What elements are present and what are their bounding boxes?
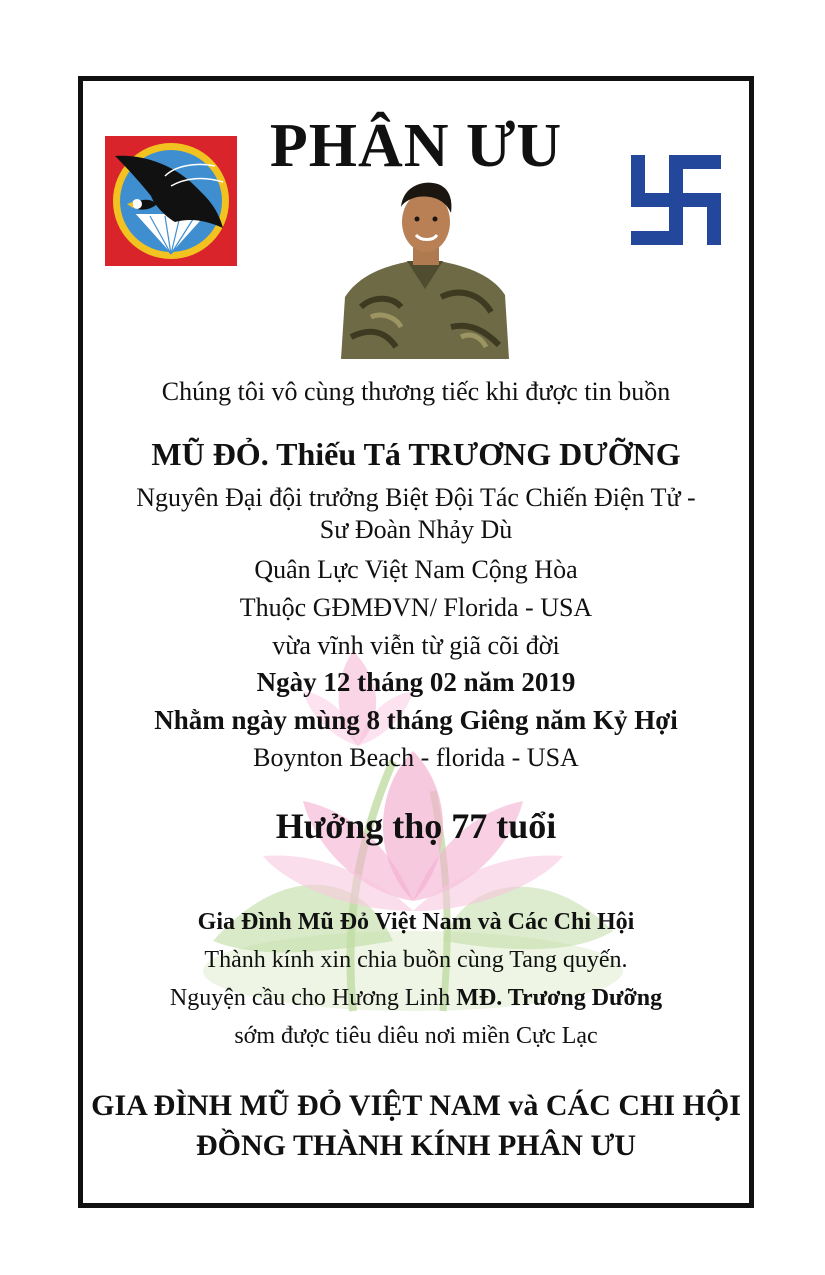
role-line-1: Nguyên Đại đội trưởng Biệt Đội Tác Chiến Điện Tử - xyxy=(136,483,696,512)
portrait-photo xyxy=(341,177,509,359)
closing-line-1: GIA ĐÌNH MŨ ĐỎ VIỆT NAM và CÁC CHI HỘI xyxy=(91,1089,741,1122)
passed-text: vừa vĩnh viễn từ giã cõi đời xyxy=(272,631,560,660)
condolence-line-1: Thành kính xin chia buồn cùng Tang quyến. xyxy=(204,947,628,973)
condolence-line-2-name: MĐ. Trương Dưỡng xyxy=(456,985,663,1011)
family-name: Gia Đình Mũ Đỏ Việt Nam và Các Chi Hội xyxy=(197,909,635,935)
place-text: Boynton Beach - florida - USA xyxy=(253,743,579,772)
org-text: Thuộc GĐMĐVN/ Florida - USA xyxy=(239,593,593,622)
condolence-line-3: sớm được tiêu diêu nơi miền Cực Lạc xyxy=(234,1023,598,1049)
death-date: Ngày 12 tháng 02 năm 2019 xyxy=(256,667,576,697)
unit-text: Quân Lực Việt Nam Cộng Hòa xyxy=(254,555,578,584)
notice-frame xyxy=(78,76,754,1208)
deceased-name: MŨ ĐỎ. Thiếu Tá TRƯƠNG DƯỠNG xyxy=(151,436,681,472)
lunar-date: Nhằm ngày mùng 8 tháng Giêng năm Kỷ Hợi xyxy=(154,705,678,735)
condolence-line-2 xyxy=(83,985,749,1012)
intro-text: Chúng tôi vô cùng thương tiếc khi được tin buồn xyxy=(161,377,671,406)
condolence-line-2-prefix: Nguyện cầu cho Hương Linh xyxy=(169,985,457,1011)
role-line-2: Sư Đoàn Nhảy Dù xyxy=(319,515,513,544)
closing-line-2: ĐỒNG THÀNH KÍNH PHÂN ƯU xyxy=(195,1129,636,1162)
age-text: Hưởng thọ 77 tuổi xyxy=(275,806,557,846)
notice-title: PHÂN ƯU xyxy=(269,112,563,180)
